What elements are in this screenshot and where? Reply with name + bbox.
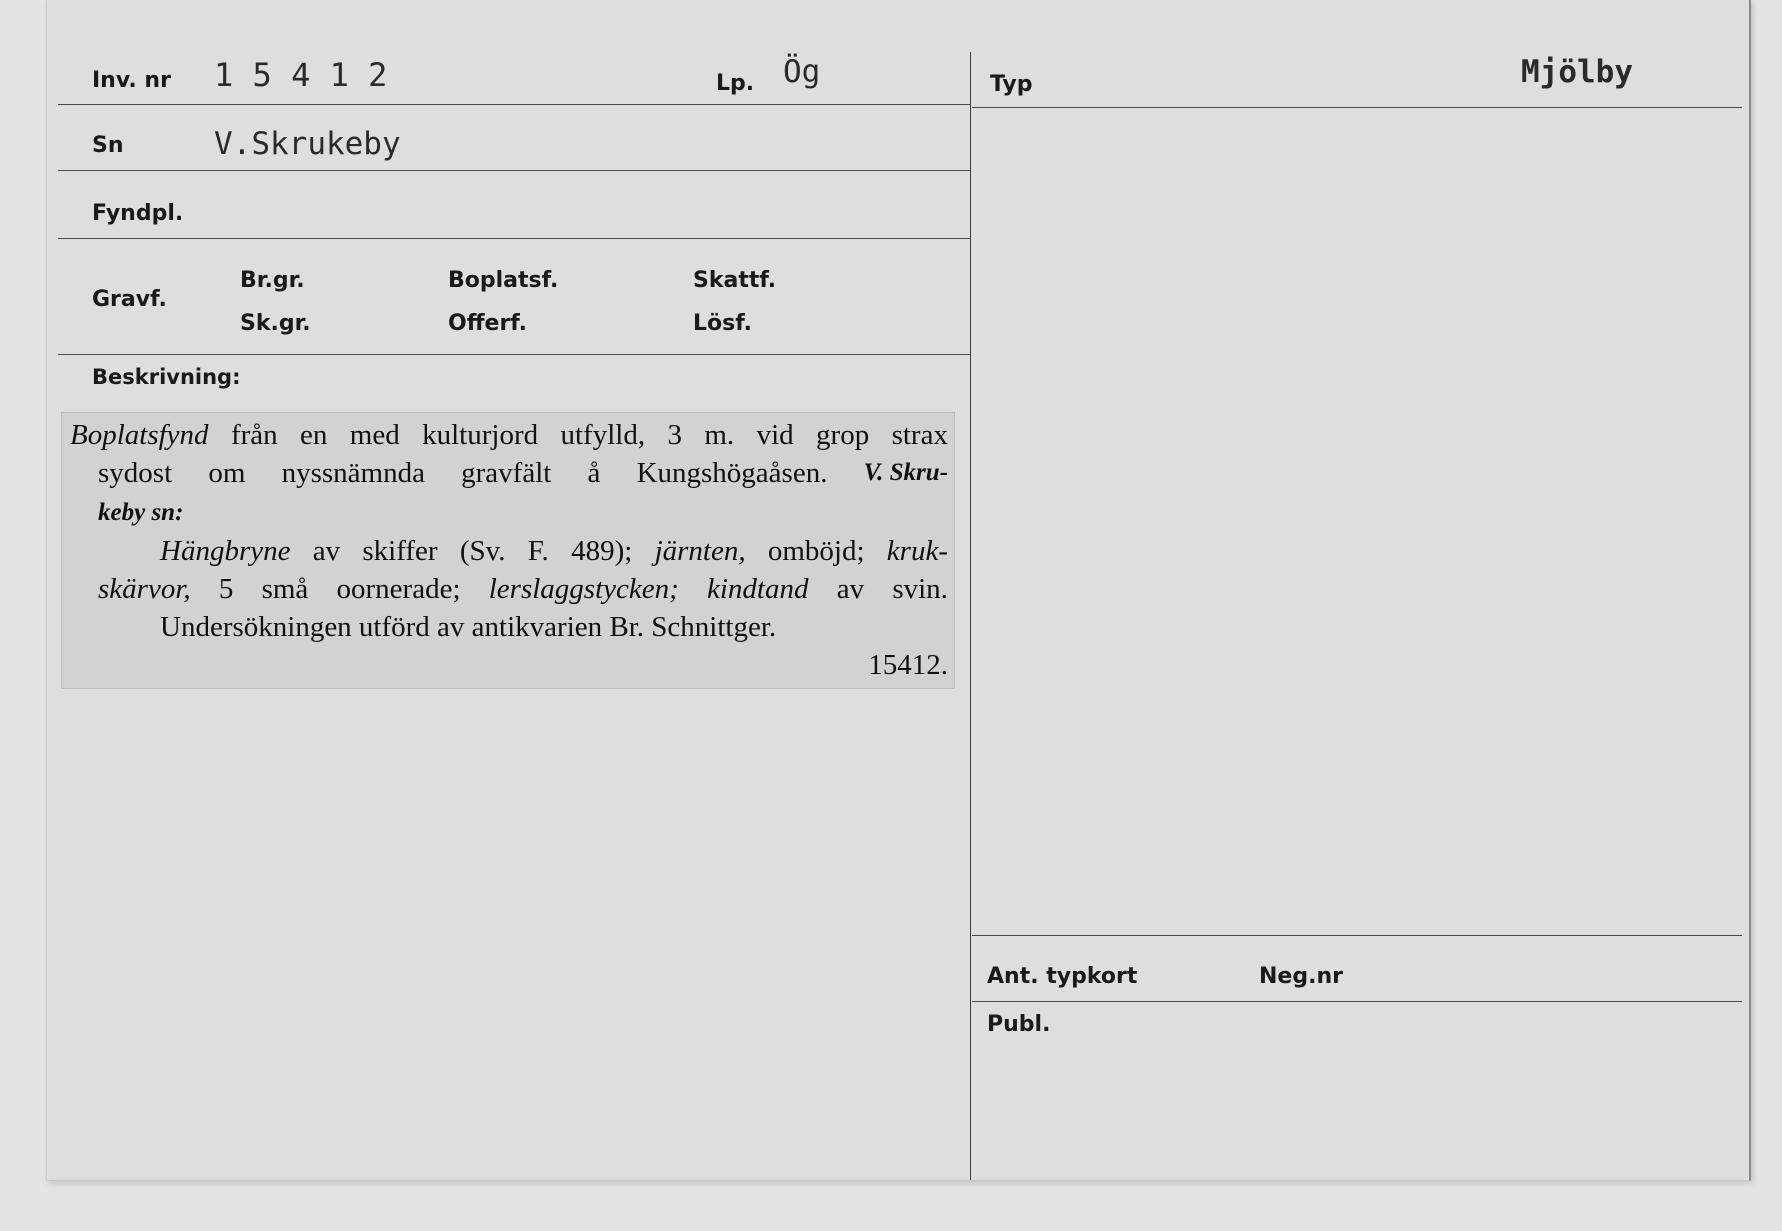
typ-label: Typ [990, 72, 1033, 97]
clip-word: gravfält [461, 457, 552, 489]
offerf-label: Offerf. [448, 311, 528, 336]
rule-inv [58, 104, 970, 105]
clip-word: en [300, 419, 328, 451]
rule-sn [58, 170, 970, 171]
clip-word: skärvor, [98, 573, 191, 605]
clip-word: 5 [218, 573, 234, 605]
boplatsf-label: Boplatsf. [448, 268, 559, 293]
lp-label: Lp. [716, 71, 755, 96]
clip-word: strax [891, 419, 948, 451]
clip-word: omböjd; [767, 535, 865, 567]
clipping-line-3 [98, 493, 183, 531]
clip-word: oornerade; [336, 573, 461, 605]
clip-word: vid [756, 419, 794, 451]
clip-word: F. [527, 535, 549, 567]
losf-label: Lösf. [693, 311, 752, 336]
clip-word: Boplatsfynd [70, 419, 209, 451]
rule-publ [972, 1001, 1742, 1002]
clip-word: små [261, 573, 309, 605]
clip-word: m. [704, 419, 735, 451]
clip-word: järnten, [654, 535, 746, 567]
clip-word: grop [816, 419, 870, 451]
rule-ant-top [972, 935, 1742, 936]
publ-label: Publ. [987, 1012, 1051, 1037]
negnr-label: Neg.nr [1259, 964, 1343, 989]
clip-word: Hängbryne [160, 535, 291, 567]
clip-word: kulturjord [422, 419, 539, 451]
clip-word: av [836, 573, 865, 605]
clip-word: 489); [571, 535, 633, 567]
clip-word: 3 [667, 419, 682, 451]
clip-word: från [230, 419, 278, 451]
clip-word: Kungshögaåsen. [636, 457, 828, 489]
ant-typkort-label: Ant. typkort [987, 964, 1138, 989]
clip-word: V. Skru- [863, 459, 948, 486]
clip-word: å [587, 457, 601, 489]
sn-value: V.Skrukeby [214, 126, 401, 162]
beskrivning-label: Beskrivning: [92, 365, 241, 389]
clip-word: kruk- [886, 535, 948, 567]
lp-value: Ög [783, 54, 821, 90]
description-clipping [61, 412, 955, 689]
clip-word: utfylld, [560, 419, 646, 451]
clip-word: keby sn: [98, 499, 184, 526]
skattf-label: Skattf. [693, 268, 777, 293]
clip-number: 15412. [868, 649, 948, 681]
clipping-line-1 [70, 417, 948, 453]
clipping-line-6 [160, 609, 776, 645]
clipping-line-4 [160, 533, 948, 569]
clipping-line-7 [868, 647, 948, 683]
clip-word: lerslaggstycken; [488, 573, 679, 605]
fyndpl-label: Fyndpl. [92, 201, 184, 226]
clip-word: nyssnämnda [281, 457, 425, 489]
clip-word: skiffer [362, 535, 438, 567]
inv-nr-value: 1 5 4 1 2 [214, 56, 388, 94]
clipping-line-5 [98, 571, 948, 607]
clip-word: svin. [892, 573, 948, 605]
rule-fyndpl [58, 238, 970, 239]
clip-word: med [349, 419, 400, 451]
clip-sentence: Undersökningen utförd av antikvarien Br. Schnittger. [160, 611, 777, 643]
clip-word: kindtand [707, 573, 809, 605]
inv-nr-label: Inv. nr [92, 68, 171, 93]
clip-word: sydost [98, 457, 173, 489]
brgr-label: Br.gr. [240, 268, 305, 293]
clip-word: av [312, 535, 341, 567]
clip-word: om [208, 457, 246, 489]
clip-word: (Sv. [459, 535, 506, 567]
clipping-line-2 [98, 455, 948, 491]
rule-gravf [58, 354, 970, 355]
sn-label: Sn [92, 133, 124, 158]
typ-value: Mjölby [1521, 54, 1633, 90]
rule-typ [972, 107, 1742, 108]
gravf-label: Gravf. [92, 287, 167, 312]
column-divider [970, 52, 971, 1180]
skgr-label: Sk.gr. [240, 311, 311, 336]
